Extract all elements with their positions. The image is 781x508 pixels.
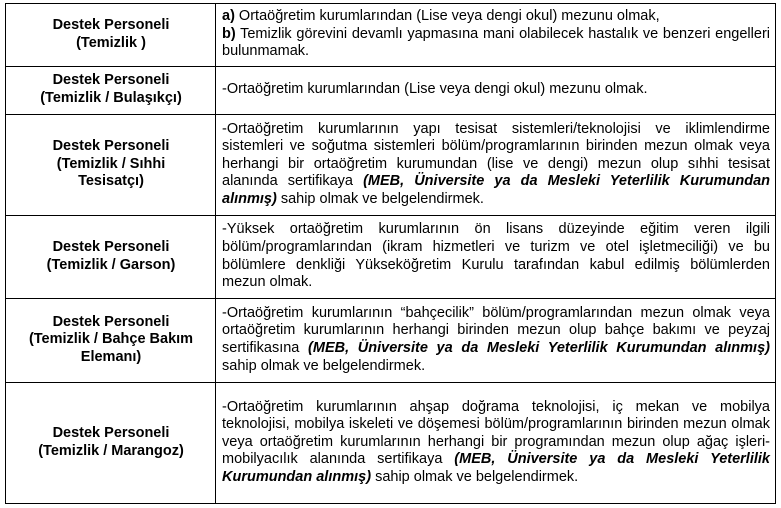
position-line: (Temizlik / Sıhhi (56, 155, 166, 172)
requirement-cell (216, 383, 776, 504)
certificate-authority-note: (MEB, Üniversite ya da Mesleki Yeterlilik Kurumundan alınmış) (308, 340, 770, 356)
certificate-authority-note: (MEB, Üniversite ya da Mesleki Yeterlilik Kurumundan alınmış) (222, 173, 771, 207)
position-cell (6, 383, 216, 504)
requirement-cell: -Ortaöğretim kurumlarından (Lise veya dengi okul) mezunu olmak. (216, 67, 776, 115)
certificate-authority-note: (MEB, Üniversite ya da Mesleki Yeterlilik Kurumundan alınmış) (222, 451, 770, 485)
requirements-table (5, 3, 776, 504)
position-line: Destek Personeli (52, 72, 170, 89)
position-line: (Temizlik / Marangoz) (38, 442, 184, 459)
requirement-text: -Ortaöğretim kurumlarının ahşap doğrama teknolojisi, iç mekan ve mobilya teknolojisi, mobilya iskeleti ve döşemesi bölüm/programlarının birinden mezun olmak veya ortaöğretim kurumlarının herhangi bir programından mezun olup ağaç işleri-mobilyacılık alanında sertifikaya (222, 398, 770, 468)
requirement-text-end: sahip olmak ve belgelendirmek. (276, 190, 484, 207)
position-line: Elemanı) (80, 348, 142, 365)
table-row (6, 216, 776, 299)
requirement-cell (216, 299, 776, 383)
requirement-item (222, 8, 770, 26)
requirement-text-end: sahip olmak ve belgelendirmek. (371, 468, 579, 485)
requirement-text: -Ortaöğretim kurumlarının yapı tesisat sistemleri/teknolojisi ve iklimlendirme sistemleri ve soğutma sistemleri bölüm/programlarının birinden mezun olmak veya herhangi bir ortaöğretim kurumundan (lise ve dengi) mezun olup sıhhi tesisat alanında sertifikaya (222, 120, 770, 190)
position-line: (Temizlik / Garson) (46, 256, 176, 273)
table-row (6, 4, 776, 67)
position-line: Destek Personeli (52, 313, 170, 330)
position-line: Destek Personeli (52, 16, 170, 33)
position-cell (6, 4, 216, 67)
requirement-item (222, 26, 770, 61)
table-row (6, 67, 776, 115)
position-cell (6, 67, 216, 115)
position-line: Destek Personeli (52, 138, 170, 155)
position-line: Tesisatçı) (78, 173, 144, 190)
item-marker: a) (222, 8, 235, 25)
item-text: Temizlik görevini devamlı yapmasına mani olabilecek hastalık ve benzeri engelleri bulunmamak. (222, 25, 770, 60)
table-row (6, 383, 776, 504)
table-row (6, 115, 776, 216)
position-line: (Temizlik / Bulaşıkçı) (40, 90, 182, 106)
requirement-text-end: sahip olmak ve belgelendirmek. (222, 357, 426, 374)
requirement-cell (216, 4, 776, 67)
requirement-text: -Ortaöğretim kurumlarının “bahçecilik” bölüm/programlarından mezun olmak veya ortaöğretim kurumlarının herhangi birinden mezun olup bahçe bakımı ve peyzaj sertifikasına (222, 304, 770, 356)
position-cell (6, 115, 216, 216)
position-cell (6, 216, 216, 299)
position-line: Destek Personeli (52, 238, 170, 255)
position-line: (Temizlik ) (76, 34, 146, 51)
requirement-cell (216, 115, 776, 216)
item-marker: b) (222, 25, 236, 42)
requirement-cell: -Yüksek ortaöğretim kurumlarının ön lisans düzeyinde eğitim veren ilgili bölüm/programlarından (ikram hizmetleri ve turizm ve otel işletmeciliği) ve bu bölümlere denkliği Yükseköğretim Kurulu tarafından kabul edilmiş bölümlerden mezun olmak. (216, 216, 776, 299)
item-text: Ortaöğretim kurumlarından (Lise veya dengi okul) mezunu olmak, (234, 8, 660, 25)
table-row (6, 299, 776, 383)
position-line: (Temizlik / Bahçe Bakım (28, 331, 194, 348)
position-cell (6, 299, 216, 383)
position-line: Destek Personeli (52, 424, 170, 441)
